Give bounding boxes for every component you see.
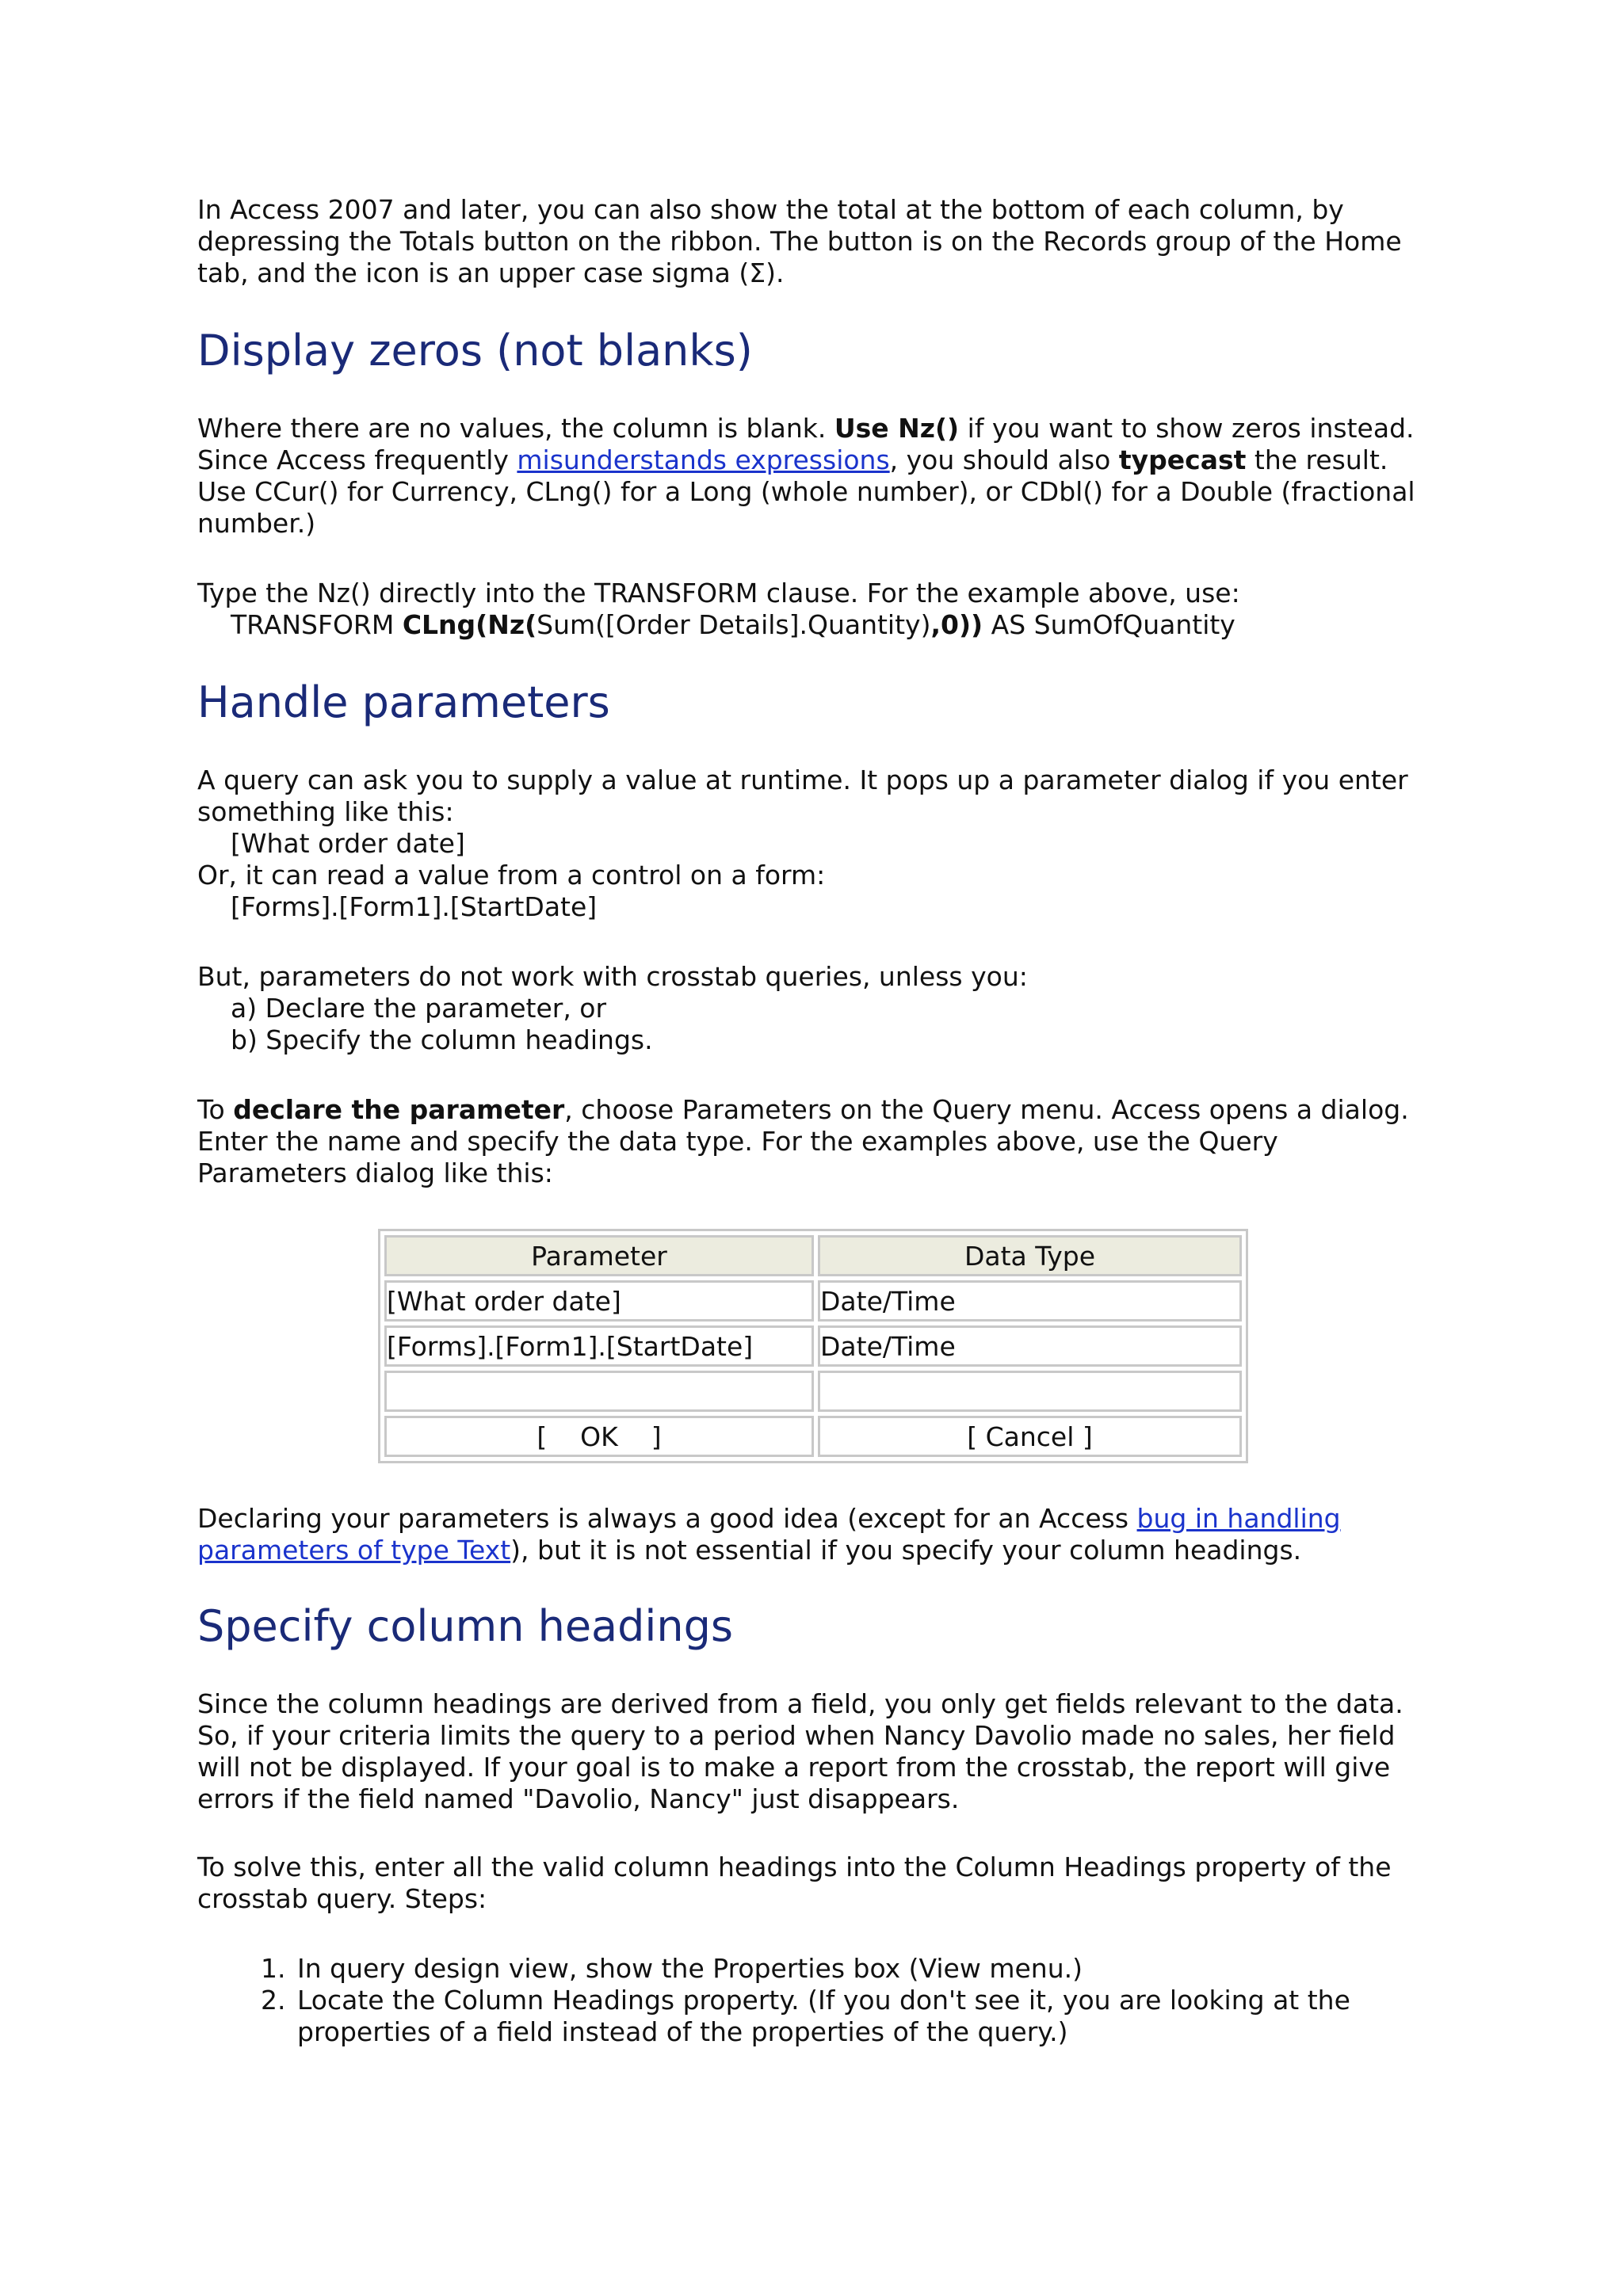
example-forms-startdate: [Forms].[Form1].[StartDate] — [231, 891, 598, 922]
bold-use-nz: Use Nz() — [834, 413, 960, 444]
bold-typecast: typecast — [1118, 444, 1247, 475]
ok-button[interactable]: [ OK ] — [384, 1416, 814, 1457]
option-a: a) Declare the parameter, or — [231, 993, 607, 1024]
bold-declare-parameter: declare the parameter — [233, 1094, 565, 1125]
declaring-paragraph — [197, 1503, 1425, 1566]
table-row — [384, 1325, 1242, 1367]
table-row — [384, 1280, 1242, 1322]
option-b: b) Specify the column headings. — [231, 1024, 653, 1055]
parameter-cell[interactable]: [What order date] — [384, 1280, 814, 1322]
example-what-order-date: [What order date] — [231, 828, 465, 859]
query-parameters-dialog — [378, 1229, 1425, 1463]
text-span: , you should also — [889, 444, 1119, 475]
list-item: 1. In query design view, show the Properties box (View menu.) — [294, 1953, 1425, 1985]
text-span: Declaring your parameters is always a good idea (except for an Access — [197, 1503, 1137, 1534]
crosstab-limits-paragraph — [197, 961, 1425, 1056]
header-parameter: Parameter — [384, 1235, 814, 1276]
steps-list — [197, 1953, 1425, 2048]
display-zeros-paragraph — [197, 413, 1425, 540]
code-span: TRANSFORM — [231, 609, 403, 640]
table-header-row — [384, 1235, 1242, 1276]
heading-handle-parameters: Handle parameters — [197, 677, 610, 727]
text-span: Type the Nz() directly into the TRANSFORM clause. For the example above, use: — [197, 578, 1240, 608]
data-type-cell[interactable] — [818, 1371, 1242, 1412]
code-bold: ,0)) — [930, 609, 983, 640]
link-bug-text-parameters[interactable]: bug in handling parameters of type Text — [197, 1503, 1341, 1566]
transform-paragraph — [197, 578, 1425, 641]
text-span: A query can ask you to supply a value at runtime. It pops up a parameter dialog if you enter something like this: — [197, 765, 1408, 827]
code-bold: CLng(Nz( — [402, 609, 537, 640]
text-span: the result. Use CCur() for Currency, CLng() for a Long (whole number), or CDbl() for a Double (fractional number.) — [197, 444, 1415, 539]
parameters-table — [378, 1229, 1248, 1463]
parameter-cell[interactable]: [Forms].[Form1].[StartDate] — [384, 1325, 814, 1367]
parameter-cell[interactable] — [384, 1371, 814, 1412]
data-type-cell[interactable]: Date/Time — [818, 1325, 1242, 1367]
column-headings-paragraph: Since the column headings are derived from a field, you only get fields relevant to the data. So, if your criteria limits the query to a period when Nancy Davolio made no sales, her field will not be displayed. If your goal is to make a report from the crosstab, the report will give errors if the field named "Davolio, Nancy" just disappears. — [197, 1688, 1403, 1814]
heading-specify-column-headings: Specify column headings — [197, 1601, 734, 1651]
query-runtime-paragraph — [197, 765, 1425, 923]
transform-code — [197, 609, 1235, 640]
text-span: , choose Parameters on the Query menu. Access opens a dialog. Enter the name and specify the data type. For the examples above, use the Query Parameters dialog like this: — [197, 1094, 1409, 1188]
heading-display-zeros: Display zeros (not blanks) — [197, 326, 753, 376]
header-data-type: Data Type — [818, 1235, 1242, 1276]
text-span: if you want to show zeros instead. Since Access frequently — [197, 413, 1415, 475]
text-span: Where there are no values, the column is blank. — [197, 413, 834, 444]
list-item: 2. Locate the Column Headings property. (If you don't see it, you are looking at the properties of a field instead of the properties of the query.) — [294, 1985, 1425, 2048]
text-span: Or, it can read a value from a control on a form: — [197, 860, 826, 891]
table-row-empty — [384, 1371, 1242, 1412]
cancel-button[interactable]: [ Cancel ] — [818, 1416, 1242, 1457]
data-type-cell[interactable]: Date/Time — [818, 1280, 1242, 1322]
declare-parameter-paragraph — [197, 1094, 1425, 1189]
code-span: AS SumOfQuantity — [983, 609, 1235, 640]
solve-paragraph: To solve this, enter all the valid column headings into the Column Headings property of the crosstab query. Steps: — [197, 1852, 1392, 1914]
code-span: Sum([Order Details].Quantity) — [537, 609, 931, 640]
text-span: But, parameters do not work with crosstab queries, unless you: — [197, 961, 1028, 992]
text-span: To — [197, 1094, 234, 1125]
intro-paragraph: In Access 2007 and later, you can also show the total at the bottom of each column, by depressing the Totals button on the ribbon. The button is on the Records group of the Home tab, and the icon is an upper case sigma (Σ). — [197, 194, 1402, 288]
button-row — [384, 1416, 1242, 1457]
text-span: ), but it is not essential if you specify your column headings. — [510, 1535, 1302, 1566]
link-misunderstands-expressions[interactable]: misunderstands expressions — [517, 444, 890, 475]
